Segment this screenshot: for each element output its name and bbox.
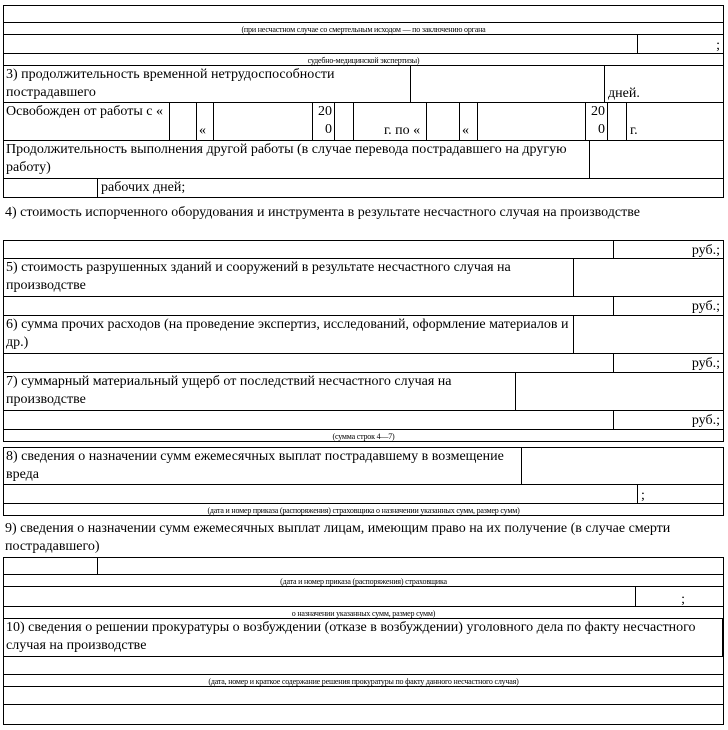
item6-extra-field[interactable] <box>573 316 724 354</box>
item10-decision-field[interactable] <box>3 657 724 675</box>
item9-semicolon: ; <box>635 587 724 607</box>
item5-amount-field[interactable] <box>3 297 613 316</box>
item8-extra-field[interactable] <box>521 447 724 485</box>
item8-semicolon: ; <box>637 485 724 504</box>
item8-caption: (дата и номер приказа (распоряжения) страховщика о назначении указанных сумм, размер сумм) <box>3 504 724 516</box>
item6-amount-field[interactable] <box>3 354 613 373</box>
item9-info-field[interactable] <box>3 587 635 607</box>
release-label: Освобожден от работы с « <box>3 103 169 141</box>
release-to-year-field[interactable] <box>607 103 626 141</box>
item8-label: 8) сведения о назначении сумм ежемесячных выплат пострадавшему в возмещение вреда <box>3 447 521 485</box>
caption-fatal: (при несчастном случае со смертельным исходом — по заключению органа <box>3 22 724 35</box>
semicolon: ; <box>637 35 724 54</box>
release-quote2: « <box>459 103 477 141</box>
item9-caption1: (дата и номер приказа (распоряжения) страховщика <box>3 575 724 587</box>
release-year-prefix2 <box>585 103 607 141</box>
item9-field-b[interactable] <box>97 557 724 575</box>
item4-label: 4) стоимость испорченного оборудования и инструмента в результате несчастного случая на производстве <box>5 205 640 220</box>
item10-label: 10) сведения о решении прокуратуры о возбуждении (отказе в возбуждении) уголовного дела по факту несчастного случая на производстве <box>3 619 722 657</box>
item3-days-unit: дней. <box>604 66 724 103</box>
other-work-days-unit: рабочих дней; <box>97 179 724 198</box>
release-year-prefix-top: 20 <box>318 104 332 119</box>
forensic-organ-field[interactable] <box>3 35 637 54</box>
blank-line[interactable] <box>3 5 724 22</box>
item9-caption2: о назначении указанных сумм, размер сумм) <box>3 607 724 619</box>
item10-extra-line-1[interactable] <box>3 687 724 705</box>
release-to-month-field[interactable] <box>477 103 585 141</box>
item5-unit: руб.; <box>613 297 724 316</box>
item6-unit: руб.; <box>613 354 724 373</box>
item7-amount-field[interactable] <box>3 411 613 430</box>
item7-unit: руб.; <box>613 411 724 430</box>
item3-days-field[interactable] <box>410 66 604 103</box>
item3-label: 3) продолжительность временной нетрудоспособности пострадавшего <box>3 66 410 103</box>
item8-info-field[interactable] <box>3 485 637 504</box>
release-to: г. по « <box>353 103 426 141</box>
release-to-day-field[interactable] <box>426 103 459 141</box>
release-quote: « <box>196 103 213 141</box>
other-work-label: Продолжительность выполнения другой работы (в случае перевода пострадавшего на другую работу) <box>3 141 589 179</box>
release-year-suffix: г. <box>626 103 724 141</box>
item4-amount-field[interactable] <box>3 240 613 259</box>
release-year-prefix-bottom: 0 <box>325 122 332 137</box>
item10-caption: (дата, номер и краткое содержание решения прокуратуры по факту данного несчастного случая) <box>3 675 724 687</box>
release-year-prefix2-top: 20 <box>591 104 605 119</box>
caption-forensic: судебно-медицинской экспертизы) <box>3 54 724 66</box>
release-day-field[interactable] <box>169 103 196 141</box>
item6-label: 6) сумма прочих расходов (на проведение экспертиз, исследований, оформление материалов и др.) <box>3 316 573 354</box>
item9-field-a[interactable] <box>3 557 97 575</box>
item10-right-edge <box>722 619 724 657</box>
release-year-field[interactable] <box>334 103 353 141</box>
other-work-extra-field[interactable] <box>589 141 724 179</box>
release-year-prefix2-bottom: 0 <box>598 122 605 137</box>
other-work-days-field[interactable] <box>3 179 97 198</box>
item7-caption: (сумма строк 4—7) <box>3 430 724 442</box>
item7-extra-field[interactable] <box>515 373 724 411</box>
item10-extra-line-2[interactable] <box>3 705 724 725</box>
release-month-field[interactable] <box>213 103 312 141</box>
release-year-prefix <box>312 103 334 141</box>
item5-label: 5) стоимость разрушенных зданий и сооружений в результате несчастного случая на производстве <box>3 259 573 297</box>
item4-unit: руб.; <box>613 240 724 259</box>
item7-label: 7) суммарный материальный ущерб от последствий несчастного случая на производстве <box>3 373 515 411</box>
item5-extra-field[interactable] <box>573 259 724 297</box>
item9-label: 9) сведения о назначении сумм ежемесячных выплат лицам, имеющим право на их получение (в случае смерти пострадавшего) <box>5 521 671 554</box>
